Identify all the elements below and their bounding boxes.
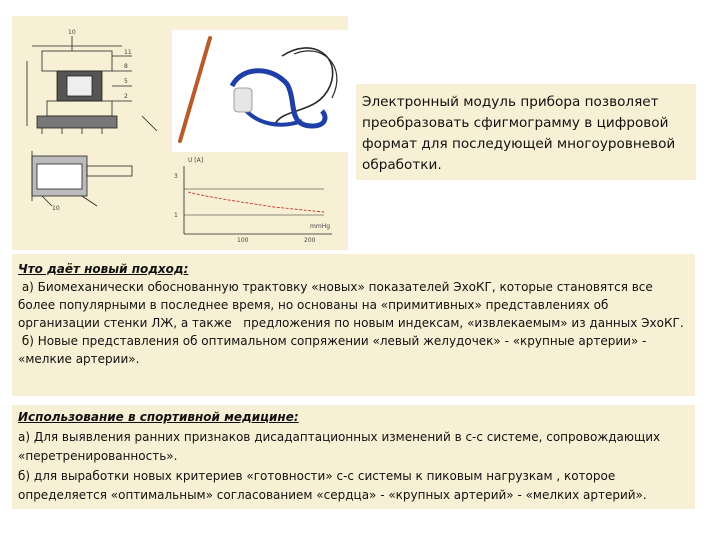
graph-x-tick: 100	[237, 237, 249, 244]
graph-x-axis-label: mmHg	[310, 223, 331, 230]
graph-y-tick: 3	[174, 173, 178, 180]
graph-y-tick: 1	[174, 212, 178, 219]
sports-medicine-heading: Использование в спортивной медицине:	[18, 410, 299, 424]
drawing-callout: 2	[124, 93, 128, 100]
drawing-label-bottom: 10	[52, 205, 60, 212]
drawing-label-top: 10	[68, 29, 76, 36]
new-approach-box	[12, 254, 695, 396]
device-photo	[172, 30, 348, 152]
drawing-callout: 11	[124, 49, 132, 56]
sensor-housing-drawing	[32, 151, 132, 206]
new-approach-item-a: а) Биомеханически обоснованную трактовку «новых» показателей ЭхоКГ, которые становятся все более популярными в последнее время, но основаны на «примитивных» представлениях об организации стенки ЛЖ, а также предложения по новым индексам, «извлекаемым» из данных ЭхоКГ.	[18, 280, 684, 330]
module-description-box	[356, 84, 696, 180]
drawing-callout: 5	[124, 78, 128, 85]
new-approach-item-b: б) Новые представления об оптимальном сопряжении «левый желудочек» - «крупные артерии» - «мелкие артерии».	[18, 334, 651, 366]
graph-x-tick: 200	[304, 237, 316, 244]
sports-medicine-item-b: б) для выработки новых критериев «готовности» с-с системы к пиковым нагрузкам , которое определяется «оптимальным» согласованием «сердца» - «крупных артерий» - «мелких артерий».	[18, 468, 647, 502]
new-approach-heading: Что даёт новый подход:	[18, 262, 189, 276]
figure-illustration	[12, 16, 348, 250]
drawing-callout: 8	[124, 63, 128, 70]
sports-medicine-box	[12, 405, 695, 509]
graph-curve	[188, 192, 324, 212]
module-description-text: Электронный модуль прибора позволяет преобразовать сфигмограмму в цифровой формат для последующей многоуровневой обработки.	[362, 94, 676, 173]
sports-medicine-item-a: а) Для выявления ранних признаков дисадаптационных изменений в с-с системе, сопровождающих «перетренированность».	[18, 429, 661, 463]
figure-panel	[12, 16, 348, 250]
sensor-cross-section-drawing	[27, 36, 157, 134]
graph-y-axis-label: U [A]	[188, 157, 204, 164]
